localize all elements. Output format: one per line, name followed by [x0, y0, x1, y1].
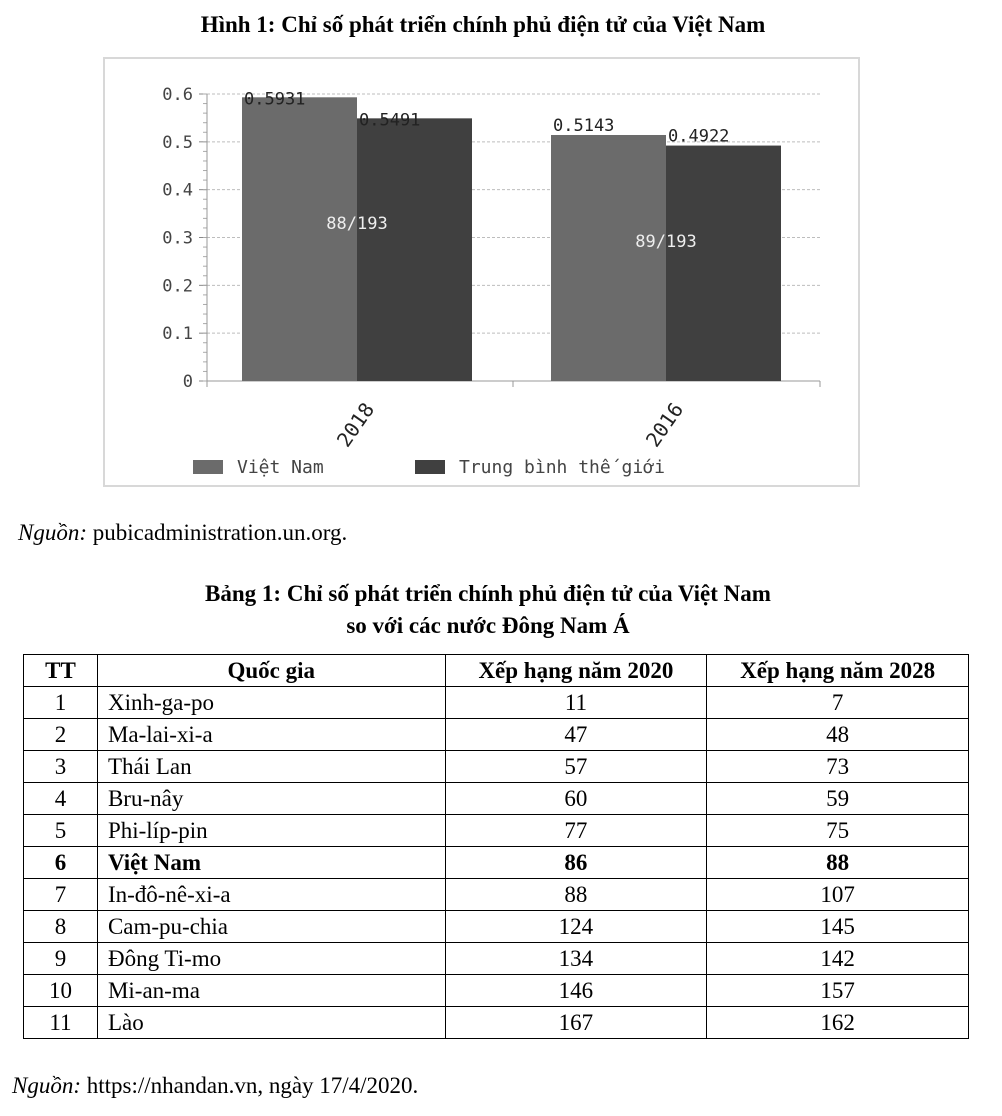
row-rank-2028: 75	[707, 815, 969, 847]
y-tick-label: 0.5	[162, 132, 193, 153]
row-country: In-đô-nê-xi-a	[97, 879, 445, 911]
row-country: Ma-lai-xi-a	[97, 719, 445, 751]
row-rank-2028: 107	[707, 879, 969, 911]
x-category-label: 2018	[331, 398, 380, 452]
row-rank-2020: 134	[445, 943, 707, 975]
table-row	[24, 1007, 969, 1039]
rank-label: 89/193	[635, 232, 697, 252]
row-rank-2020: 11	[445, 687, 707, 719]
bar	[242, 97, 357, 381]
figure-source-text: pubicadministration.un.org.	[87, 520, 348, 545]
row-rank-2020: 86	[445, 847, 707, 879]
y-tick-label: 0.1	[162, 324, 193, 345]
row-rank-2020: 60	[445, 783, 707, 815]
row-tt: 1	[24, 687, 98, 719]
row-country: Xinh-ga-po	[97, 687, 445, 719]
row-rank-2020: 88	[445, 879, 707, 911]
row-rank-2020: 167	[445, 1007, 707, 1039]
table-header-row	[24, 655, 969, 687]
table-row	[24, 975, 969, 1007]
row-rank-2028: 142	[707, 943, 969, 975]
row-rank-2028: 48	[707, 719, 969, 751]
row-rank-2028: 162	[707, 1007, 969, 1039]
row-country: Cam-pu-chia	[97, 911, 445, 943]
bar-value-label: 0.4922	[668, 126, 730, 147]
header-rank-2020: Xếp hạng năm 2020	[445, 655, 707, 687]
table-row	[24, 847, 969, 879]
table-row	[24, 943, 969, 975]
table-row	[24, 815, 969, 847]
bar	[551, 135, 666, 381]
table-title-line1: Bảng 1: Chỉ số phát triển chính phủ điện tử của Việt Nam	[205, 581, 771, 606]
row-tt: 6	[24, 847, 98, 879]
y-tick-label: 0.6	[162, 85, 193, 105]
legend-swatch	[193, 460, 223, 474]
legend-swatch	[415, 460, 445, 474]
figure-source	[18, 520, 347, 546]
table-row	[24, 783, 969, 815]
legend-label: Trung bình thế giới	[459, 457, 665, 478]
row-rank-2020: 124	[445, 911, 707, 943]
row-rank-2020: 77	[445, 815, 707, 847]
figure-title: Hình 1: Chỉ số phát triển chính phủ điện tử của Việt Nam	[200, 12, 766, 37]
rank-label: 88/193	[326, 214, 388, 234]
chart-svg	[105, 59, 858, 485]
row-rank-2028: 88	[707, 847, 969, 879]
bar-value-label: 0.5491	[359, 110, 421, 131]
row-rank-2028: 59	[707, 783, 969, 815]
y-tick-label: 0.3	[162, 228, 193, 249]
row-rank-2028: 157	[707, 975, 969, 1007]
row-tt: 8	[24, 911, 98, 943]
header-tt: TT	[24, 655, 98, 687]
row-rank-2028: 73	[707, 751, 969, 783]
row-rank-2028: 145	[707, 911, 969, 943]
table-source-text: https://nhandan.vn, ngày 17/4/2020.	[81, 1073, 419, 1098]
row-country: Thái Lan	[97, 751, 445, 783]
table-row	[24, 879, 969, 911]
row-tt: 10	[24, 975, 98, 1007]
x-category-label: 2016	[640, 398, 689, 452]
row-tt: 2	[24, 719, 98, 751]
y-tick-label: 0.4	[162, 180, 193, 201]
legend-label: Việt Nam	[237, 457, 324, 478]
table-row	[24, 911, 969, 943]
bar-value-label: 0.5931	[244, 89, 306, 110]
y-tick-label: 0.2	[162, 276, 193, 297]
row-country: Bru-nây	[97, 783, 445, 815]
bar	[666, 146, 781, 381]
row-rank-2028: 7	[707, 687, 969, 719]
row-country: Phi-líp-pin	[97, 815, 445, 847]
row-rank-2020: 146	[445, 975, 707, 1007]
row-country: Đông Ti-mo	[97, 943, 445, 975]
bar-value-label: 0.5143	[553, 115, 615, 136]
row-tt: 9	[24, 943, 98, 975]
row-tt: 4	[24, 783, 98, 815]
row-country: Việt Nam	[97, 847, 445, 879]
row-country: Mi-an-ma	[97, 975, 445, 1007]
header-country: Quốc gia	[97, 655, 445, 687]
row-country: Lào	[97, 1007, 445, 1039]
row-tt: 3	[24, 751, 98, 783]
row-rank-2020: 57	[445, 751, 707, 783]
figure-source-label: Nguồn:	[18, 520, 87, 545]
bar-chart	[103, 57, 860, 487]
table-title-line2: so với các nước Đông Nam Á	[346, 613, 630, 638]
table-row	[24, 751, 969, 783]
header-rank-2028: Xếp hạng năm 2028	[707, 655, 969, 687]
table-source	[12, 1073, 418, 1099]
table-row	[24, 719, 969, 751]
bar	[357, 118, 472, 381]
row-rank-2020: 47	[445, 719, 707, 751]
ranking-table	[23, 654, 969, 1039]
y-tick-label: 0	[182, 372, 193, 392]
table-source-label: Nguồn:	[12, 1073, 81, 1098]
row-tt: 5	[24, 815, 98, 847]
table-row	[24, 687, 969, 719]
row-tt: 7	[24, 879, 98, 911]
row-tt: 11	[24, 1007, 98, 1039]
